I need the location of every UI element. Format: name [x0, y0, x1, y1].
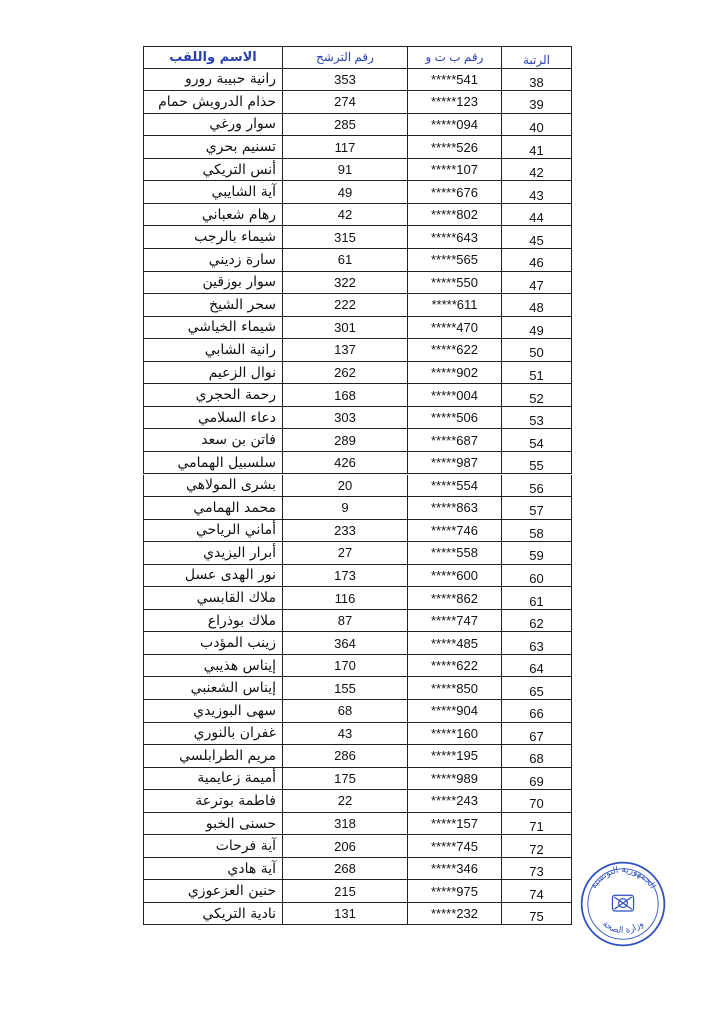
cell-rank: 61: [502, 587, 572, 610]
cell-rank: 67: [502, 723, 572, 746]
header-name: الاسم واللقب: [143, 46, 283, 69]
cell-id-number: *****558: [408, 542, 502, 565]
table-row: [0, 91, 724, 114]
table-row: [0, 768, 724, 791]
cell-candidate-number: 426: [283, 452, 408, 475]
cell-id-number: *****746: [408, 520, 502, 543]
cell-name: سلسبيل الهمامي: [143, 452, 283, 475]
cell-rank: 64: [502, 655, 572, 678]
cell-candidate-number: 222: [283, 294, 408, 317]
cell-id-number: *****157: [408, 813, 502, 836]
cell-id-number: *****745: [408, 835, 502, 858]
stamp-inner-text: وزارة الصحة: [600, 919, 646, 937]
cell-name: رانية حبيبة رورو: [143, 69, 283, 92]
cell-candidate-number: 215: [283, 880, 408, 903]
cell-name: نادية التريكي: [143, 903, 283, 926]
cell-candidate-number: 87: [283, 610, 408, 633]
cell-id-number: *****123: [408, 91, 502, 114]
cell-name: زينب المؤدب: [143, 632, 283, 655]
cell-rank: 68: [502, 745, 572, 768]
cell-id-number: *****622: [408, 655, 502, 678]
cell-name: محمد الهمامي: [143, 497, 283, 520]
cell-id-number: *****107: [408, 159, 502, 182]
table-row: [0, 813, 724, 836]
table-row: [0, 362, 724, 385]
table-row: [0, 317, 724, 340]
table-row: [0, 700, 724, 723]
cell-candidate-number: 233: [283, 520, 408, 543]
cell-rank: 43: [502, 181, 572, 204]
table-row: [0, 677, 724, 700]
cell-candidate-number: 27: [283, 542, 408, 565]
cell-id-number: *****611: [408, 294, 502, 317]
cell-id-number: *****004: [408, 384, 502, 407]
cell-name: أماني الرياحي: [143, 520, 283, 543]
cell-id-number: *****802: [408, 204, 502, 227]
table-row: [0, 542, 724, 565]
cell-rank: 47: [502, 272, 572, 295]
cell-candidate-number: 301: [283, 317, 408, 340]
cell-name: سحر الشيخ: [143, 294, 283, 317]
cell-id-number: *****550: [408, 272, 502, 295]
cell-id-number: *****565: [408, 249, 502, 272]
cell-name: رهام شعباني: [143, 204, 283, 227]
stamp-outer-text: الجمهورية التونسية: [588, 865, 658, 891]
table-row: [0, 204, 724, 227]
cell-id-number: *****987: [408, 452, 502, 475]
cell-id-number: *****747: [408, 610, 502, 633]
cell-candidate-number: 322: [283, 272, 408, 295]
cell-id-number: *****243: [408, 790, 502, 813]
cell-id-number: *****160: [408, 723, 502, 746]
cell-name: شيماء الخياشي: [143, 317, 283, 340]
cell-candidate-number: 318: [283, 813, 408, 836]
cell-id-number: *****485: [408, 632, 502, 655]
cell-candidate-number: 353: [283, 69, 408, 92]
cell-candidate-number: 137: [283, 339, 408, 362]
table-row: [0, 565, 724, 588]
cell-rank: 38: [502, 69, 572, 92]
cell-rank: 41: [502, 136, 572, 159]
cell-id-number: *****094: [408, 114, 502, 137]
header-rank: الرتبة: [502, 46, 572, 69]
table-row: [0, 114, 724, 137]
cell-name: حذام الدرويش حمام: [143, 91, 283, 114]
cell-id-number: *****470: [408, 317, 502, 340]
cell-name: بشرى المولاهي: [143, 475, 283, 498]
cell-rank: 39: [502, 91, 572, 114]
cell-rank: 72: [502, 835, 572, 858]
cell-candidate-number: 315: [283, 226, 408, 249]
cell-rank: 60: [502, 565, 572, 588]
cell-candidate-number: 9: [283, 497, 408, 520]
cell-candidate-number: 168: [283, 384, 408, 407]
cell-candidate-number: 42: [283, 204, 408, 227]
cell-id-number: *****676: [408, 181, 502, 204]
table-row: [0, 610, 724, 633]
header-id-number: رقم ب ت و: [408, 46, 502, 69]
table-row: [0, 655, 724, 678]
table-row: [0, 452, 724, 475]
cell-name: إيناس الشعنبي: [143, 677, 283, 700]
cell-candidate-number: 289: [283, 429, 408, 452]
cell-candidate-number: 68: [283, 700, 408, 723]
cell-name: دعاء السلامي: [143, 407, 283, 430]
table-row: [0, 587, 724, 610]
cell-id-number: *****554: [408, 475, 502, 498]
cell-candidate-number: 43: [283, 723, 408, 746]
table-row: [0, 384, 724, 407]
cell-rank: 48: [502, 294, 572, 317]
cell-id-number: *****850: [408, 677, 502, 700]
cell-rank: 53: [502, 407, 572, 430]
cell-candidate-number: 268: [283, 858, 408, 881]
cell-name: سهى البوزيدي: [143, 700, 283, 723]
cell-rank: 70: [502, 790, 572, 813]
header-candidate-number: رقم الترشح: [283, 46, 408, 69]
table-row: [0, 497, 724, 520]
cell-name: غفران بالنوري: [143, 723, 283, 746]
cell-id-number: *****643: [408, 226, 502, 249]
cell-rank: 58: [502, 520, 572, 543]
cell-name: نور الهدى عسل: [143, 565, 283, 588]
cell-name: حنين العزعوزي: [143, 880, 283, 903]
cell-rank: 42: [502, 159, 572, 182]
cell-candidate-number: 286: [283, 745, 408, 768]
cell-name: حسنى الخبو: [143, 813, 283, 836]
cell-name: تسنيم بحري: [143, 136, 283, 159]
table-row: [0, 723, 724, 746]
cell-rank: 63: [502, 632, 572, 655]
cell-rank: 56: [502, 475, 572, 498]
table-row: [0, 790, 724, 813]
cell-id-number: *****622: [408, 339, 502, 362]
cell-rank: 66: [502, 700, 572, 723]
cell-name: سوار ورغي: [143, 114, 283, 137]
cell-name: فاطمة بوترعة: [143, 790, 283, 813]
cell-name: ملاك بوذراع: [143, 610, 283, 633]
cell-rank: 69: [502, 768, 572, 791]
cell-candidate-number: 20: [283, 475, 408, 498]
cell-id-number: *****863: [408, 497, 502, 520]
cell-rank: 75: [502, 903, 572, 926]
cell-name: أنس التريكي: [143, 159, 283, 182]
cell-candidate-number: 91: [283, 159, 408, 182]
cell-id-number: *****902: [408, 362, 502, 385]
table-row: [0, 226, 724, 249]
cell-name: ملاك القابسي: [143, 587, 283, 610]
table-row: [0, 520, 724, 543]
cell-id-number: *****346: [408, 858, 502, 881]
table-row: [0, 136, 724, 159]
cell-candidate-number: 285: [283, 114, 408, 137]
official-stamp: [579, 860, 667, 948]
cell-candidate-number: 155: [283, 677, 408, 700]
table-row: [0, 249, 724, 272]
cell-candidate-number: 170: [283, 655, 408, 678]
table-header-row: [0, 46, 724, 69]
cell-id-number: *****975: [408, 880, 502, 903]
cell-rank: 71: [502, 813, 572, 836]
cell-rank: 40: [502, 114, 572, 137]
cell-id-number: *****195: [408, 745, 502, 768]
table-row: [0, 69, 724, 92]
cell-candidate-number: 117: [283, 136, 408, 159]
cell-candidate-number: 274: [283, 91, 408, 114]
cell-name: شيماء بالرجب: [143, 226, 283, 249]
cell-rank: 54: [502, 429, 572, 452]
cell-rank: 44: [502, 204, 572, 227]
cell-candidate-number: 206: [283, 835, 408, 858]
cell-rank: 59: [502, 542, 572, 565]
table-row: [0, 745, 724, 768]
cell-name: آية فرحات: [143, 835, 283, 858]
cell-name: سوار بوزقين: [143, 272, 283, 295]
table-row: [0, 181, 724, 204]
cell-id-number: *****506: [408, 407, 502, 430]
table-row: [0, 294, 724, 317]
table-row: [0, 339, 724, 362]
cell-candidate-number: 364: [283, 632, 408, 655]
cell-id-number: *****600: [408, 565, 502, 588]
cell-candidate-number: 116: [283, 587, 408, 610]
cell-rank: 45: [502, 226, 572, 249]
cell-name: رانية الشابي: [143, 339, 283, 362]
cell-rank: 49: [502, 317, 572, 340]
cell-rank: 51: [502, 362, 572, 385]
cell-rank: 74: [502, 880, 572, 903]
cell-id-number: *****862: [408, 587, 502, 610]
cell-name: آية الشايبي: [143, 181, 283, 204]
cell-name: مريم الطرابلسي: [143, 745, 283, 768]
cell-id-number: *****687: [408, 429, 502, 452]
stamp-emblem-icon: [612, 895, 633, 911]
cell-id-number: *****904: [408, 700, 502, 723]
cell-candidate-number: 22: [283, 790, 408, 813]
cell-id-number: *****541: [408, 69, 502, 92]
cell-rank: 50: [502, 339, 572, 362]
cell-candidate-number: 262: [283, 362, 408, 385]
cell-rank: 65: [502, 677, 572, 700]
table-row: [0, 835, 724, 858]
table-row: [0, 159, 724, 182]
cell-rank: 55: [502, 452, 572, 475]
cell-candidate-number: 303: [283, 407, 408, 430]
cell-candidate-number: 49: [283, 181, 408, 204]
cell-id-number: *****989: [408, 768, 502, 791]
table-row: [0, 272, 724, 295]
cell-candidate-number: 61: [283, 249, 408, 272]
cell-name: أميمة زعايمية: [143, 768, 283, 791]
cell-rank: 62: [502, 610, 572, 633]
cell-name: سارة زديني: [143, 249, 283, 272]
cell-rank: 46: [502, 249, 572, 272]
cell-name: إيناس هذيبي: [143, 655, 283, 678]
cell-rank: 57: [502, 497, 572, 520]
cell-rank: 73: [502, 858, 572, 881]
table-row: [0, 632, 724, 655]
table-row: [0, 475, 724, 498]
cell-id-number: *****232: [408, 903, 502, 926]
cell-name: نوال الزعيم: [143, 362, 283, 385]
cell-name: أبرار اليزيدي: [143, 542, 283, 565]
cell-name: رحمة الحجري: [143, 384, 283, 407]
cell-candidate-number: 131: [283, 903, 408, 926]
cell-rank: 52: [502, 384, 572, 407]
table-row: [0, 407, 724, 430]
cell-name: آية هادي: [143, 858, 283, 881]
cell-candidate-number: 173: [283, 565, 408, 588]
cell-name: فاتن بن سعد: [143, 429, 283, 452]
cell-candidate-number: 175: [283, 768, 408, 791]
table-row: [0, 429, 724, 452]
cell-id-number: *****526: [408, 136, 502, 159]
